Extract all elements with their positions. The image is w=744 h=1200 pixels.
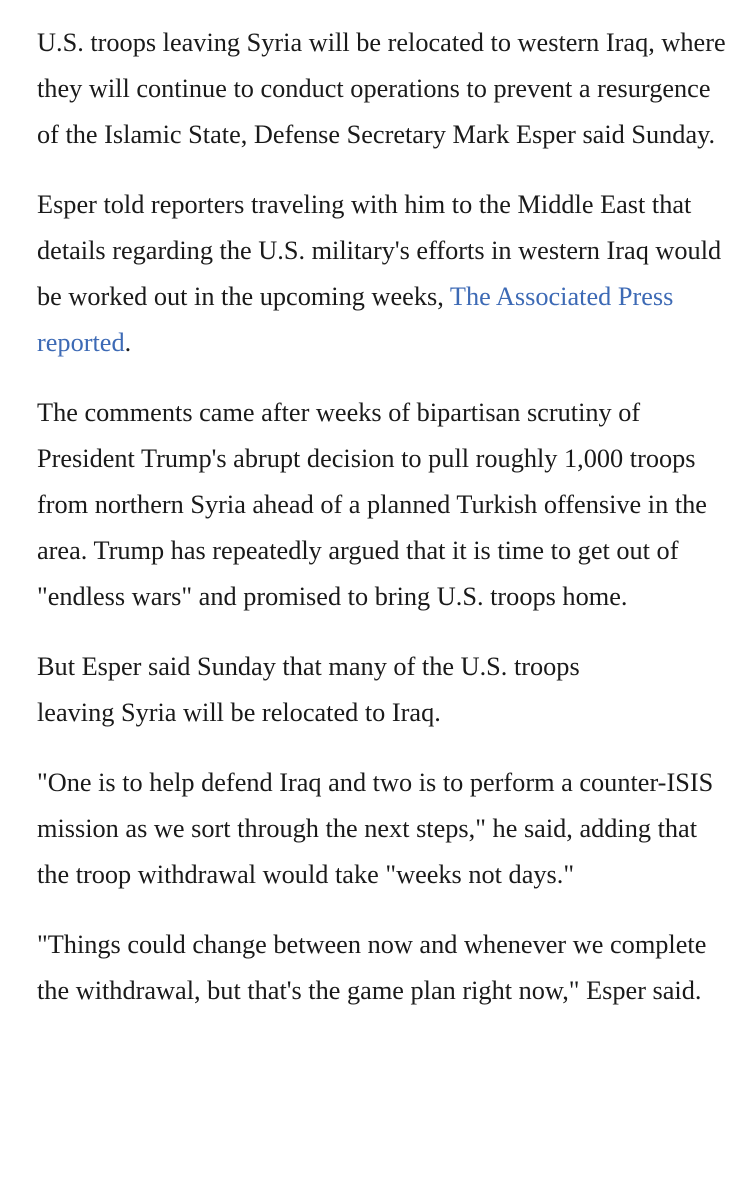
paragraph-5: "One is to help defend Iraq and two is to perform a counter-ISIS mission as we sort through the next steps," he said, adding that the troop withdrawal would take "weeks not days."	[37, 768, 714, 889]
paragraph-4: But Esper said Sunday that many of the U.S. troops leaving Syria will be relocated to Iraq.	[37, 652, 580, 727]
paragraph-2-text: Esper told reporters traveling with him to the Middle East that details regarding the U.S. military's efforts in western Iraq would be worked out in the upcoming weeks,	[37, 190, 722, 311]
associated-press-link[interactable]: The Associated Press reported	[37, 282, 674, 357]
paragraph-2	[37, 182, 727, 366]
article-body	[37, 20, 727, 1038]
paragraph-1: U.S. troops leaving Syria will be relocated to western Iraq, where they will continue to conduct operations to prevent a resurgence of the Islamic State, Defense Secretary Mark Esper said Sunday.	[37, 28, 726, 149]
paragraph-6: "Things could change between now and whenever we complete the withdrawal, but that's the game plan right now," Esper said.	[37, 930, 707, 1005]
paragraph-2-end: .	[124, 328, 132, 357]
paragraph-3: The comments came after weeks of bipartisan scrutiny of President Trump's abrupt decision to pull roughly 1,000 troops from northern Syria ahead of a planned Turkish offensive in the area. Trump has repeatedly argued that it is time to get out of "endless wars" and promised to bring U.S. troops home.	[37, 398, 707, 611]
